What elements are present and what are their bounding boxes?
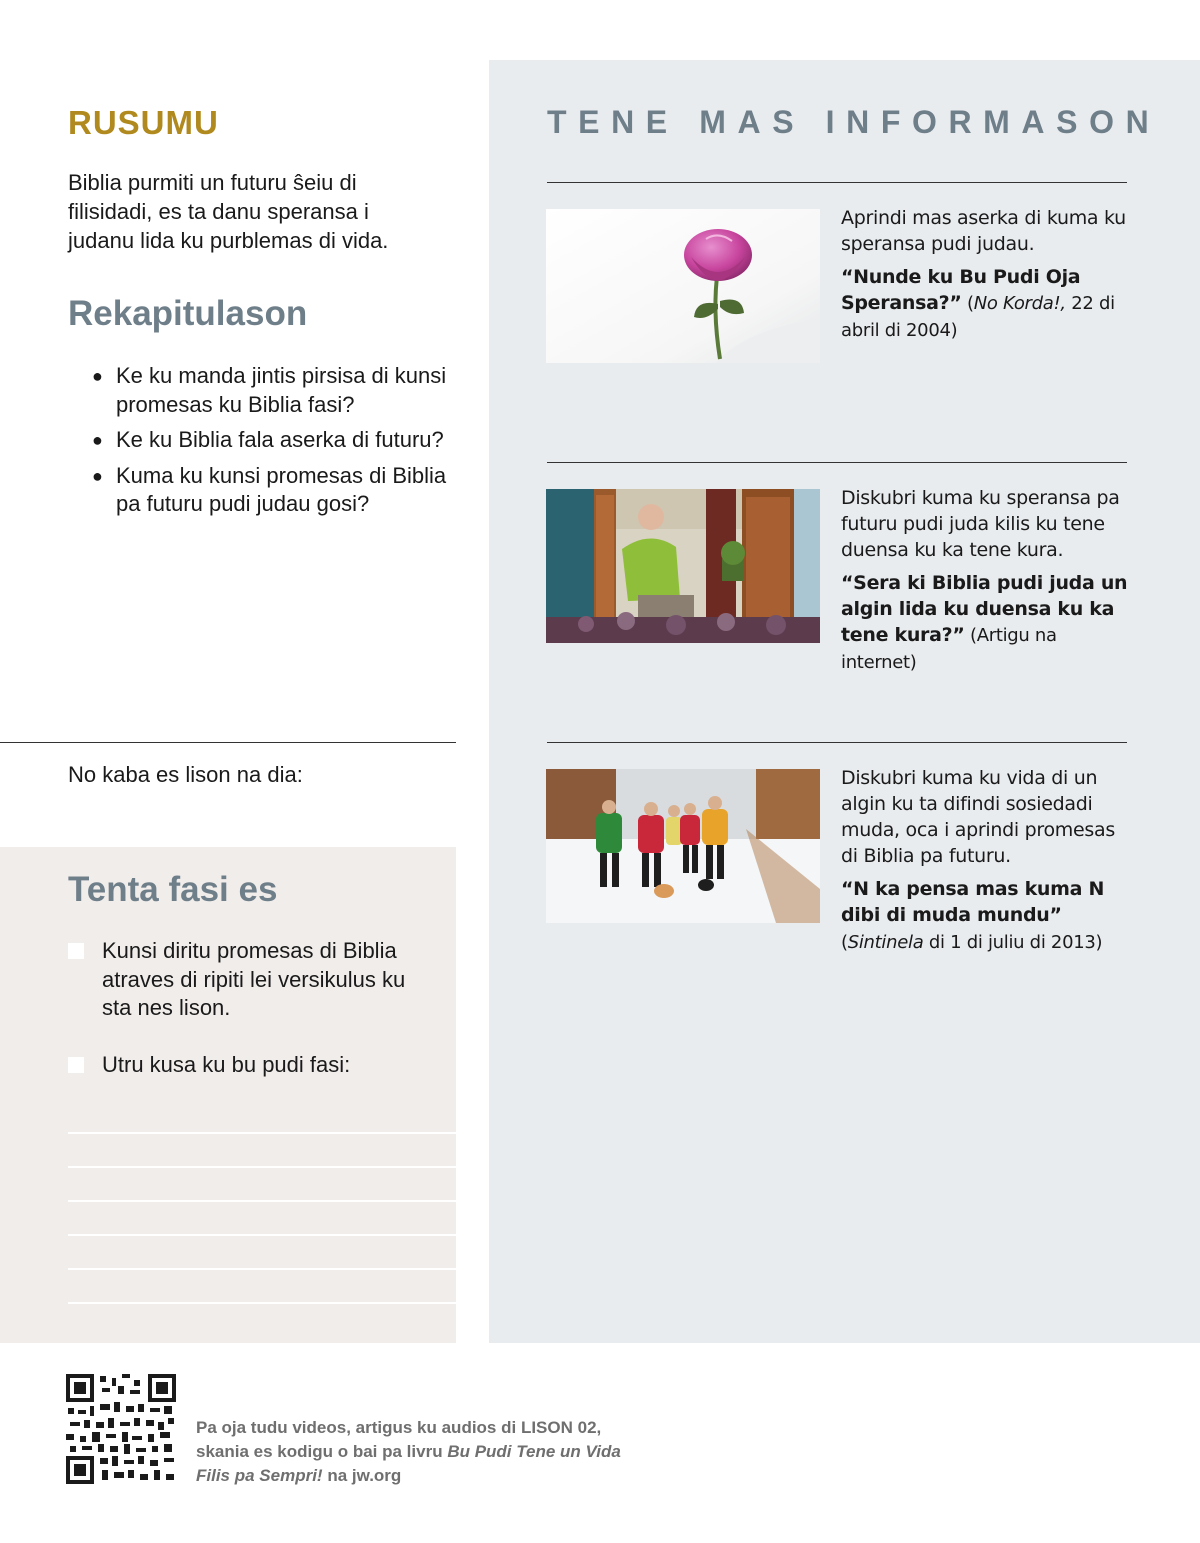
divider [547, 742, 1127, 743]
footer-note: Pa oja tudu videos, artigus ku audios di LISON 02, skania es kodigu o bai pa livru Bu Pudi Tene un Vida Filis pa Sempri! na jw.org [196, 1418, 621, 1485]
completion-date-label: No kaba es lison na dia: [68, 762, 303, 787]
checkbox-icon[interactable] [68, 943, 84, 959]
more-info-item: Diskubri kuma ku vida di un algin ku ta difindi sosiedadi muda, oca i aprindi promesas di Biblia pa futuru. “N ka pensa mas kuma N dibi di muda mundu” (Sintinela di 1 di juliu di 2013) [841, 765, 1131, 956]
item-description: Aprindi mas aserka di kuma ku speransa pudi judau. [841, 207, 1126, 255]
recap-item: ● Ke ku manda jintis pirsisa di kunsi promesas ku Biblia fasi? [92, 363, 447, 417]
writing-line[interactable] [68, 1166, 456, 1168]
writing-line[interactable] [68, 1132, 456, 1134]
flower-image [546, 209, 820, 363]
man-at-window-illustration [546, 489, 820, 643]
divider [547, 462, 1127, 463]
checklist-item[interactable]: Utru kusa ku bu pudi fasi: [68, 1051, 438, 1080]
family-walking-image [546, 769, 820, 923]
reference-link[interactable]: “N ka pensa mas kuma N dibi di muda mundu” [841, 878, 1105, 926]
reference-link[interactable]: “Sera ki Biblia pudi juda un algin lida ku duensa ku ka tene kura?” [841, 572, 1128, 646]
family-walking-illustration [546, 769, 820, 923]
book-title-link[interactable]: Bu Pudi Tene un Vida Filis pa Sempri! [196, 1442, 621, 1485]
checkbox-icon[interactable] [68, 1057, 84, 1073]
writing-line[interactable] [68, 1234, 456, 1236]
more-info-item: Diskubri kuma ku speransa pa futuru pudi juda kilis ku tene duensa ku ka tene kura. “Sera ki Biblia pudi juda un algin lida ku duensa ku ka tene kura?” (Artigu na internet) [841, 485, 1131, 676]
writing-line[interactable] [68, 1268, 456, 1270]
bullet-icon: ● [92, 430, 103, 450]
divider [547, 182, 1127, 183]
bullet-icon: ● [92, 366, 103, 386]
more-info-item: Aprindi mas aserka di kuma ku speransa pudi judau. “Nunde ku Bu Pudi Oja Speransa?” (No Korda!, 22 di abril di 2004) [841, 205, 1131, 344]
checklist-item[interactable]: Kunsi diritu promesas di Biblia atraves di ripiti lei versikulus ku sta nes lison. [68, 937, 438, 1023]
divider [0, 742, 456, 743]
flower-illustration [546, 209, 820, 363]
recap-list [92, 362, 452, 526]
bullet-icon: ● [92, 465, 103, 486]
more-info-title: TENE MAS INFORMASON [547, 104, 1161, 140]
qr-code-icon[interactable] [66, 1374, 176, 1484]
man-at-window-image [546, 489, 820, 643]
writing-line[interactable] [68, 1200, 456, 1202]
recap-item: ● Ke ku Biblia fala aserka di futuru? [92, 426, 452, 455]
recap-title: Rekapitulason [68, 294, 308, 333]
recap-item: ● Kuma ku kunsi promesas di Biblia pa futuru pudi judau gosi? [92, 462, 447, 516]
writing-line[interactable] [68, 1302, 456, 1304]
item-description: Diskubri kuma ku speransa pa futuru pudi juda kilis ku tene duensa ku ka tene kura. [841, 487, 1120, 561]
reference-link[interactable]: “Nunde ku Bu Pudi Oja Speransa?” [841, 266, 1081, 314]
item-description: Diskubri kuma ku vida di un algin ku ta difindi sosiedadi muda, oca i aprindi promesas di Biblia pa futuru. [841, 767, 1115, 867]
summary-text: Biblia purmiti un futuru ŝeiu di filisidadi, es ta danu speransa i judanu lida ku purblemas di vida. [68, 170, 389, 253]
try-this-title: Tenta fasi es [68, 870, 278, 909]
summary-title: RUSUMU [68, 104, 219, 141]
